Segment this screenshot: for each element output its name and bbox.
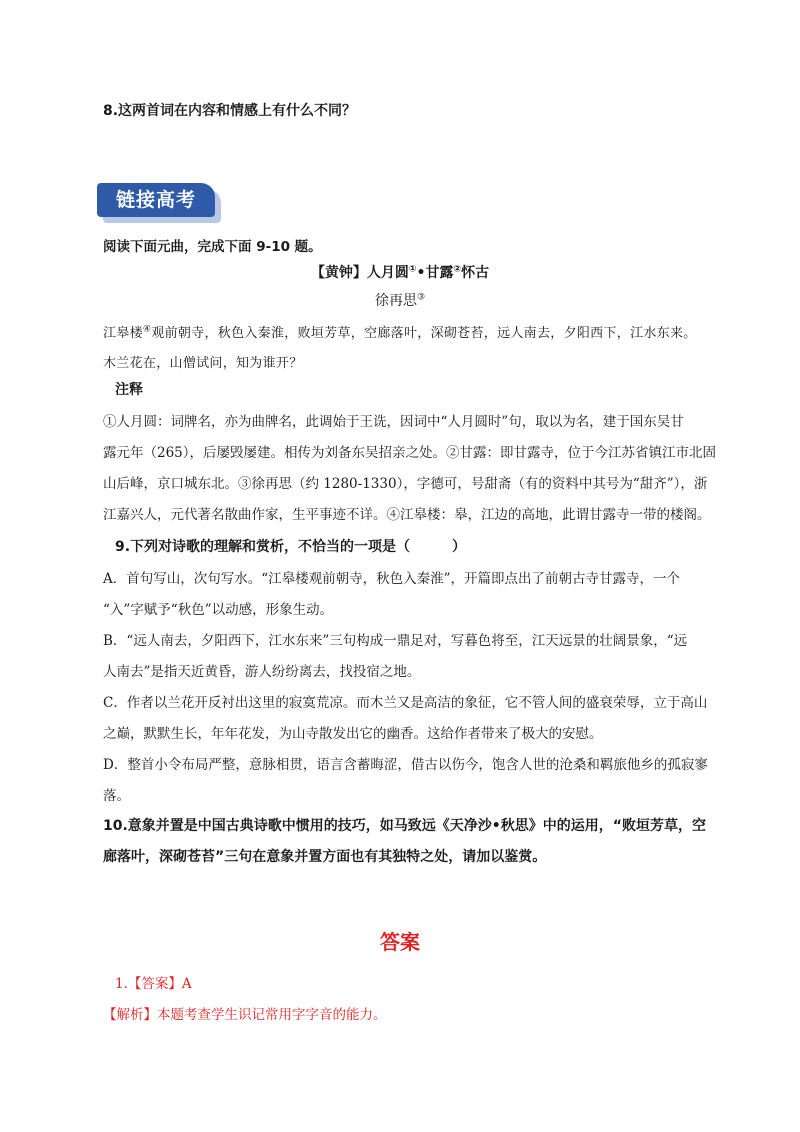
poem-line-1-rest: 观前朝寺，秋色入秦淮，败垣芳草，空廊落叶，深砌苍苔，远人南去，夕阳西下，江水东来。 xyxy=(151,326,697,341)
footnote-marker-1: ① xyxy=(408,264,417,275)
poem-title-end: 怀古 xyxy=(461,265,490,281)
note-line: ①人月圆：词牌名，亦为曲牌名，此调始于王诜，因词中“人月圆时”句，取以为名，建于国东吴甘 xyxy=(103,414,684,430)
option-d-line-2: 落。 xyxy=(103,788,130,804)
poem-author-name: 徐再思 xyxy=(374,293,417,309)
option-b-line-2: 人南去”是指天近黄昏，游人纷纷离去，找投宿之地。 xyxy=(103,664,421,680)
answer-heading: 答案 xyxy=(380,930,420,954)
note-line: 山后峰，京口城东北。③徐再思（约 1280-1330），字德可，号甜斋（有的资料中其号为“甜齐”），浙 xyxy=(103,476,708,492)
notes-heading: 注释 xyxy=(115,382,143,398)
question-10-line-2: 廊落叶，深砌苍苔”三句在意象并置方面也有其独特之处，请加以鉴赏。 xyxy=(103,849,547,865)
poem-line-2: 木兰花在，山僧试问，知为谁开？ xyxy=(103,356,303,371)
poem-title-start: 【黄钟】人月圆 xyxy=(310,265,409,281)
answer-analysis-line: 【解析】本题考查学生识记常用字字音的能力。 xyxy=(103,1007,387,1023)
footnote-marker-2: ② xyxy=(453,264,462,275)
note-line: 露元年（265），后屡毁屡建。相传为刘备东吴招亲之处。②甘露：即甘露寺，位于今江苏省镇江市北固 xyxy=(103,445,717,461)
option-b-line-1: B．“远人南去，夕阳西下，江水东来”三句构成一鼎足对，写暮色将至，江天远景的壮阔景象，“远 xyxy=(103,633,688,649)
question-8: 8.这两首词在内容和情感上有什么不同？ xyxy=(103,103,357,119)
answer-line-1: 1.【答案】A xyxy=(115,976,192,992)
poem-title xyxy=(0,262,800,282)
section-banner xyxy=(97,183,215,217)
note-line: 江嘉兴人，元代著名散曲作家，生平事迹不详。④江皋楼：皋，江边的高地，此谓甘露寺一带的楼阁。 xyxy=(103,507,711,523)
question-10-line-1: 10.意象并置是中国古典诗歌中惯用的技巧，如马致远《天净沙•秋思》中的运用，“败垣芳草，空 xyxy=(103,818,706,834)
option-a-line-2: “入”字赋予“秋色”以动感，形象生动。 xyxy=(103,602,334,618)
poem-line-1-start: 江皋楼 xyxy=(103,326,143,341)
option-c-line-2: 之巅，默默生长，年年花发，为山寺散发出它的幽香。这给作者带来了极大的安慰。 xyxy=(103,726,603,742)
footnote-marker-4: ④ xyxy=(142,324,152,335)
poem-line-1 xyxy=(103,322,697,341)
banner-label: 链接高考 xyxy=(115,189,196,211)
option-c-line-1: C．作者以兰花开反衬出这里的寂寞荒凉。而木兰又是高洁的象征，它不管人间的盛衰荣辱，立于高山 xyxy=(103,695,708,711)
option-a-line-1: A．首句写山，次句写水。“江皋楼观前朝寺，秋色入秦淮”，开篇即点出了前朝古寺甘露寺，一个 xyxy=(103,571,681,587)
option-d-line-1: D．整首小令布局严整，意脉相贯，语言含蓄晦涩，借古以伤今，饱含人世的沧桑和羁旅他乡的孤寂寥 xyxy=(103,757,708,773)
reading-instruction: 阅读下面元曲，完成下面 9-10 题。 xyxy=(103,239,322,255)
poem-title-middle: •甘露 xyxy=(416,265,454,281)
question-9-stem: 9.下列对诗歌的理解和赏析，不恰当的一项是（ ） xyxy=(115,539,467,555)
poem-author xyxy=(0,290,800,310)
footnote-marker-3: ③ xyxy=(416,292,426,303)
